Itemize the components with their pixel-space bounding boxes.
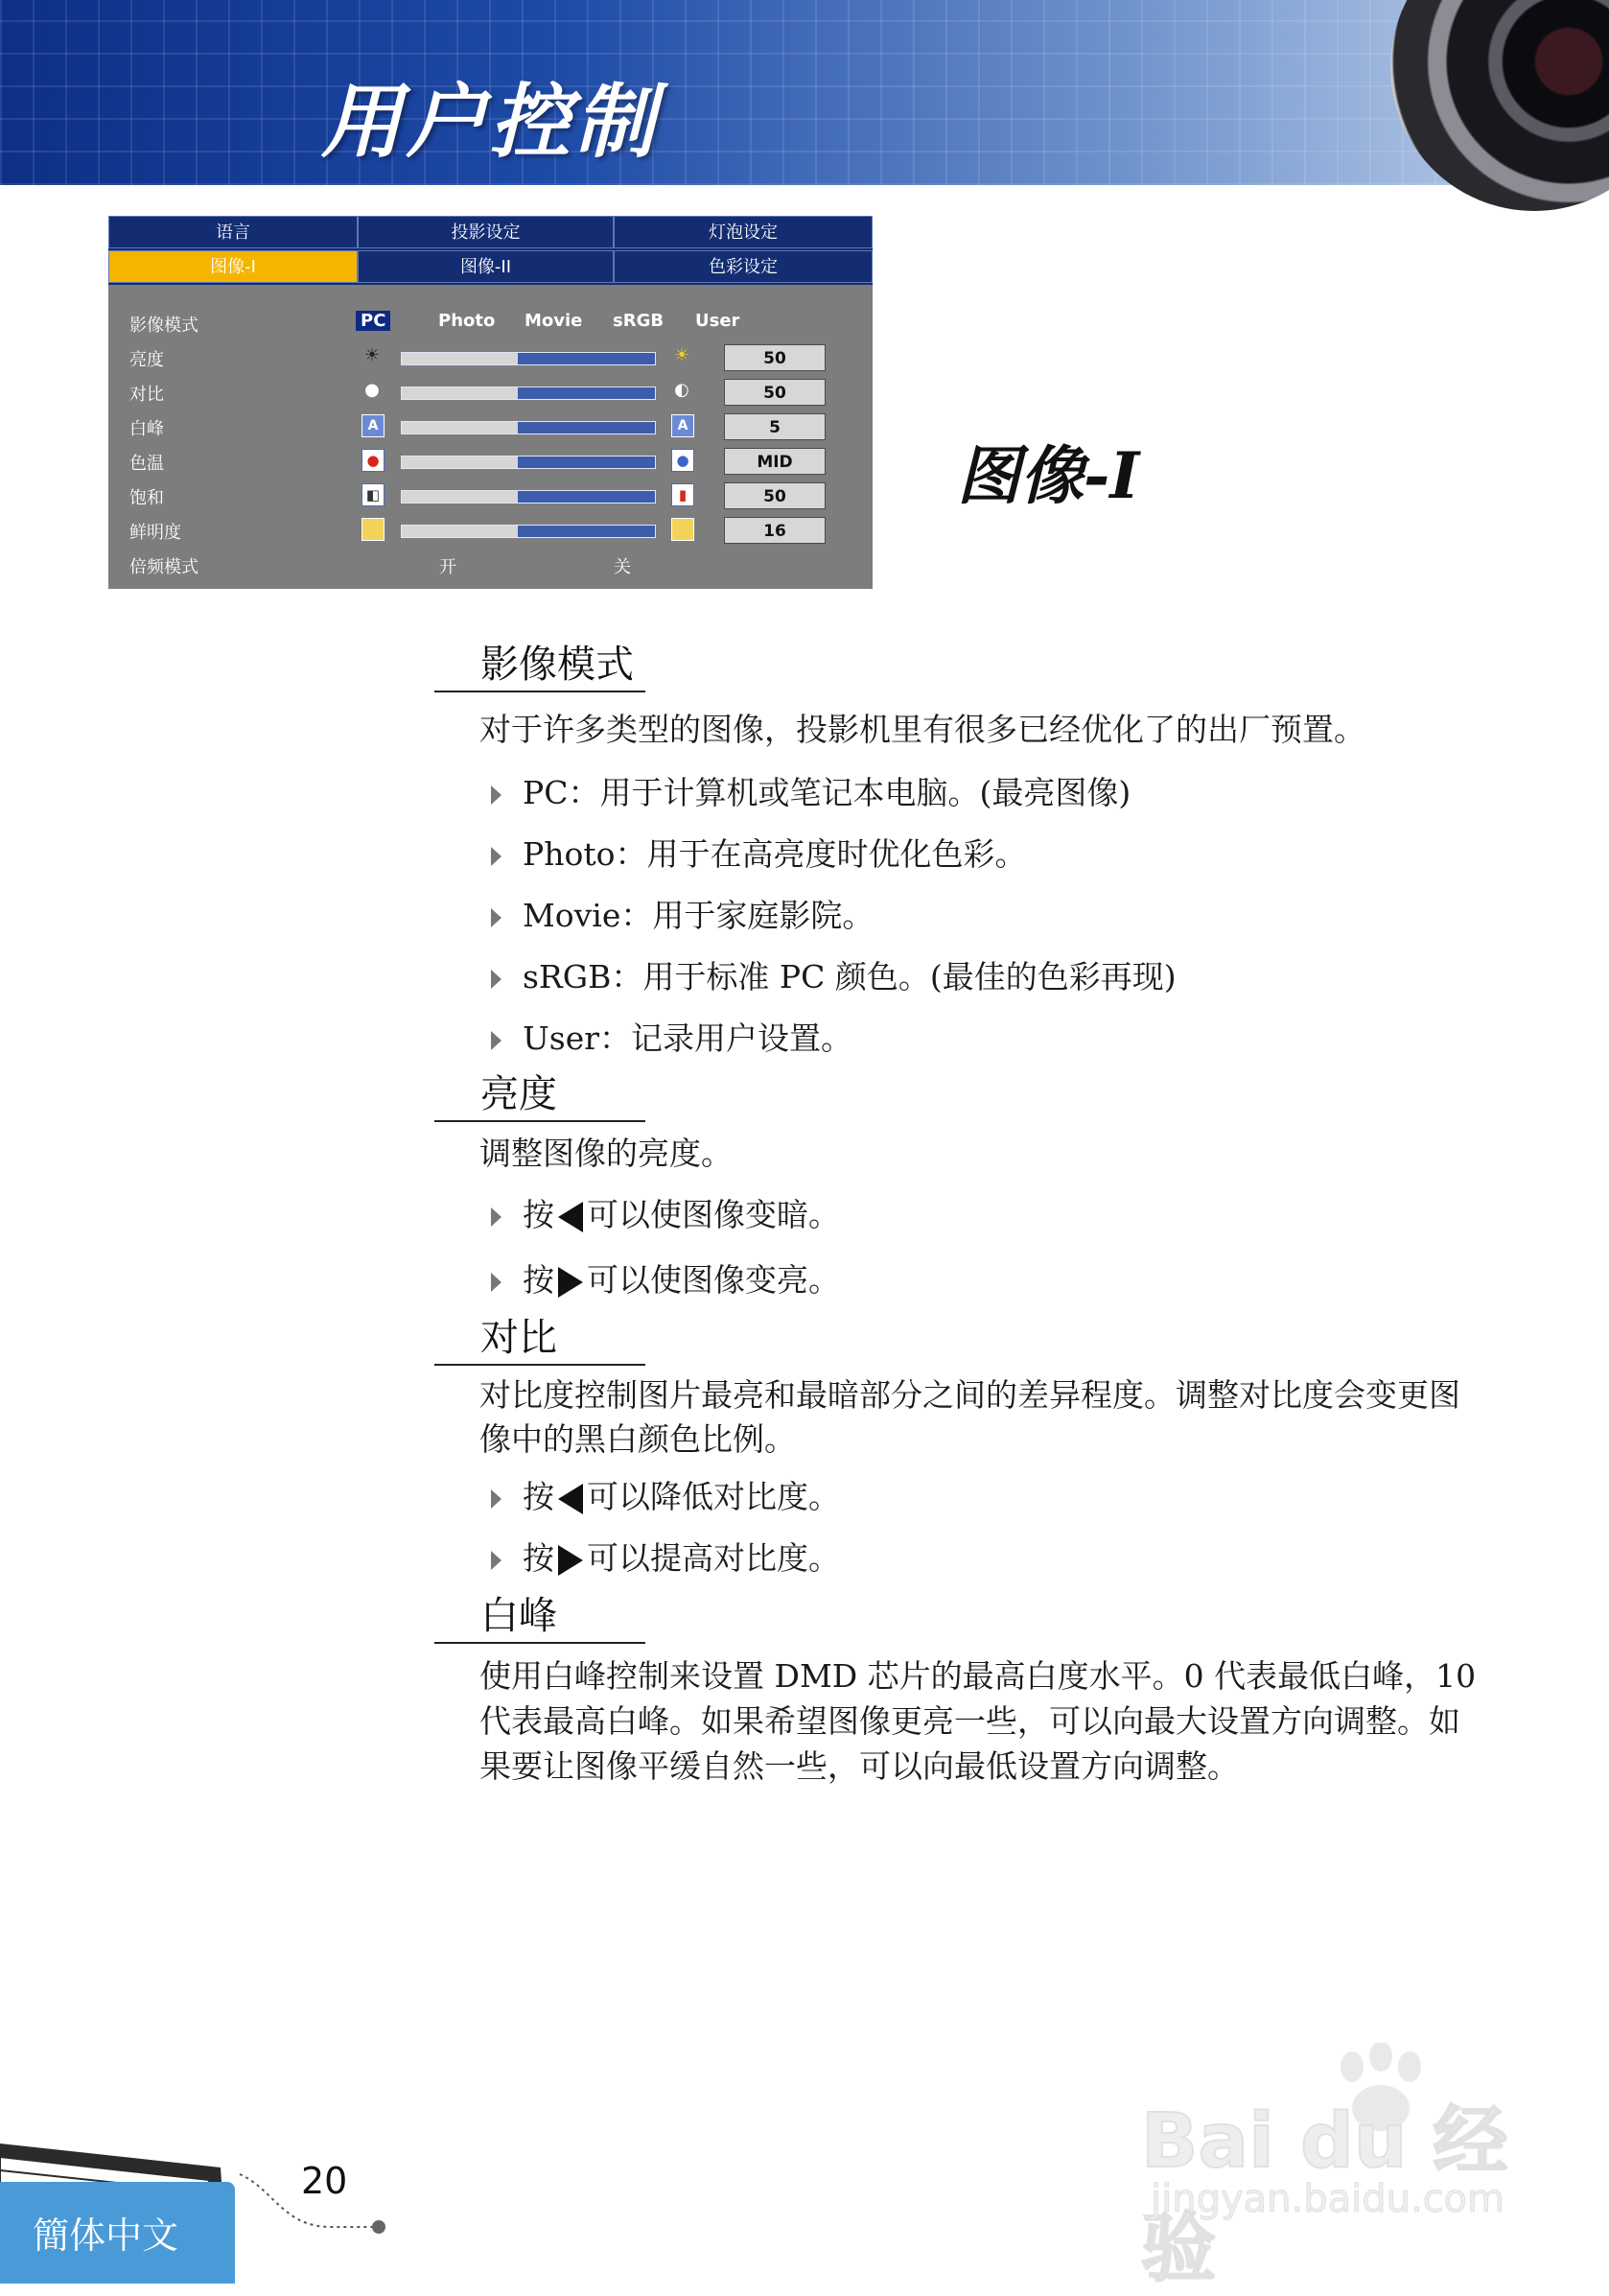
osd-row-frequency[interactable] [108,549,873,581]
list-item: User：记录用户设置。 [491,1017,852,1061]
saturation-slider[interactable] [401,490,656,504]
osd-label: 亮度 [129,350,164,370]
watermark-brand: Bai du 经验 [1141,2098,1508,2292]
osd-label: 倍频模式 [129,557,198,577]
right-arrow-icon [558,1545,583,1576]
osd-row-white-peak[interactable] [108,410,873,443]
mode-option-photo[interactable]: Photo [438,311,496,331]
watermark-url: jingyan.baidu.com [1151,2177,1505,2221]
page-title: 用户控制 [321,75,660,169]
osd-row-saturation[interactable] [108,480,873,512]
osd-row-image-mode[interactable] [108,307,873,340]
color-temp-warm-icon: ● [361,449,385,472]
list-item: Photo：用于在高亮度时优化色彩。 [491,832,1026,877]
frequency-off-option[interactable]: 关 [614,557,631,577]
saturation-high-icon: ▮ [671,483,694,506]
left-arrow-icon [558,1202,583,1232]
list-item: Movie：用于家庭影院。 [491,894,874,938]
language-label: 簡体中文 [33,2214,179,2257]
mode-option-srgb[interactable]: sRGB [613,311,665,331]
heading-contrast: 对比 [434,1316,645,1366]
slider-fill [402,353,518,364]
contrast-slider[interactable] [401,387,656,400]
paragraph: 使用白峰控制来设置 DMD 芯片的最高白度水平。0 代表最低白峰，10 代表最高白峰。如果希望图像更亮一些，可以向最大设置方向调整。如果要让图像平缓自然一些，可以向最低设置方向调整。 [479,1657,1477,1785]
section-title: 图像-I [957,438,1140,513]
paragraph: 对于许多类型的图像，投影机里有很多已经优化了的出厂预置。 [479,711,1365,748]
color-temp-slider[interactable] [401,456,656,469]
bullet-icon [491,1273,501,1292]
frequency-on-option[interactable]: 开 [439,557,456,577]
osd-row-color-temp[interactable] [108,445,873,478]
osd-value: 50 [724,482,826,509]
osd-label: 对比 [129,385,164,405]
bullet-icon [491,970,501,989]
osd-tab-lamp[interactable]: 灯泡设定 [614,216,873,248]
osd-label: 影像模式 [129,316,198,336]
osd-tab-color[interactable]: 色彩设定 [614,250,873,283]
osd-row-contrast[interactable] [108,376,873,409]
bullet-icon [491,1489,501,1509]
baidu-watermark [1141,2043,1553,2292]
paragraph: 对比度控制图片最亮和最暗部分之间的差异程度。调整对比度会变更图像中的黑白颜色比例。 [479,1376,1460,1458]
white-peak-slider[interactable] [401,421,656,434]
osd-label: 鲜明度 [129,523,181,543]
bullet-icon [491,785,501,805]
bullet-icon [491,1551,501,1570]
bullet-icon [491,1207,501,1227]
list-item: 按 可以提高对比度。 [491,1536,840,1581]
osd-label: 白峰 [129,419,164,439]
slider-fill [402,422,518,433]
osd-value: 50 [724,344,826,371]
osd-value: 50 [724,379,826,406]
heading-image-mode: 影像模式 [434,643,645,692]
osd-label: 色温 [129,454,164,474]
osd-menu [108,216,873,589]
heading-white-peak: 白峰 [434,1594,645,1644]
white-peak-low-icon: A [361,414,385,437]
list-item: 按 可以使图像变暗。 [491,1193,840,1237]
osd-value: MID [724,448,826,475]
mode-option-pc[interactable]: PC [356,311,390,331]
sharpness-low-icon: ■ [361,518,385,541]
slider-fill [402,387,518,399]
bullet-icon [491,1031,501,1050]
osd-tab-bar [108,216,873,285]
osd-tab-language[interactable]: 语言 [108,216,358,248]
page-number: 20 [301,2160,348,2202]
sharpness-high-icon: ■ [671,518,694,541]
osd-row-sharpness[interactable] [108,514,873,547]
bullet-icon [491,847,501,866]
left-arrow-icon [558,1484,583,1514]
list-item: 按 可以使图像变亮。 [491,1258,840,1302]
projector-lens-icon [1390,0,1609,211]
heading-brightness: 亮度 [434,1072,645,1122]
list-item: 按 可以降低对比度。 [491,1475,840,1519]
slider-fill [402,526,518,537]
saturation-low-icon: ◧ [361,483,385,506]
list-item: sRGB：用于标准 PC 颜色。(最佳的色彩再现) [491,955,1177,999]
brightness-slider[interactable] [401,352,656,365]
sharpness-slider[interactable] [401,525,656,538]
list-item: PC：用于计算机或笔记本电脑。(最亮图像) [491,771,1131,815]
sun-dim-icon: ☀ [363,345,381,365]
mode-option-movie[interactable]: Movie [525,311,583,331]
header-banner [0,0,1609,185]
osd-value: 5 [724,413,826,440]
color-temp-cool-icon: ● [671,449,694,472]
mode-option-user[interactable]: User [695,311,740,331]
circle-icon: ● [364,380,380,400]
osd-tab-image-2[interactable]: 图像-II [358,250,614,283]
slider-fill [402,457,518,468]
osd-tab-image-1[interactable]: 图像-I [108,250,358,283]
bullet-icon [491,908,501,927]
paragraph: 调整图像的亮度。 [479,1135,733,1172]
right-arrow-icon [558,1267,583,1298]
sun-bright-icon: ☀ [673,345,690,365]
osd-tab-projection[interactable]: 投影设定 [358,216,614,248]
osd-value: 16 [724,517,826,544]
white-peak-high-icon: A [671,414,694,437]
half-circle-icon: ◐ [674,380,689,400]
slider-fill [402,491,518,503]
osd-row-brightness[interactable] [108,341,873,374]
osd-label: 饱和 [129,488,164,508]
